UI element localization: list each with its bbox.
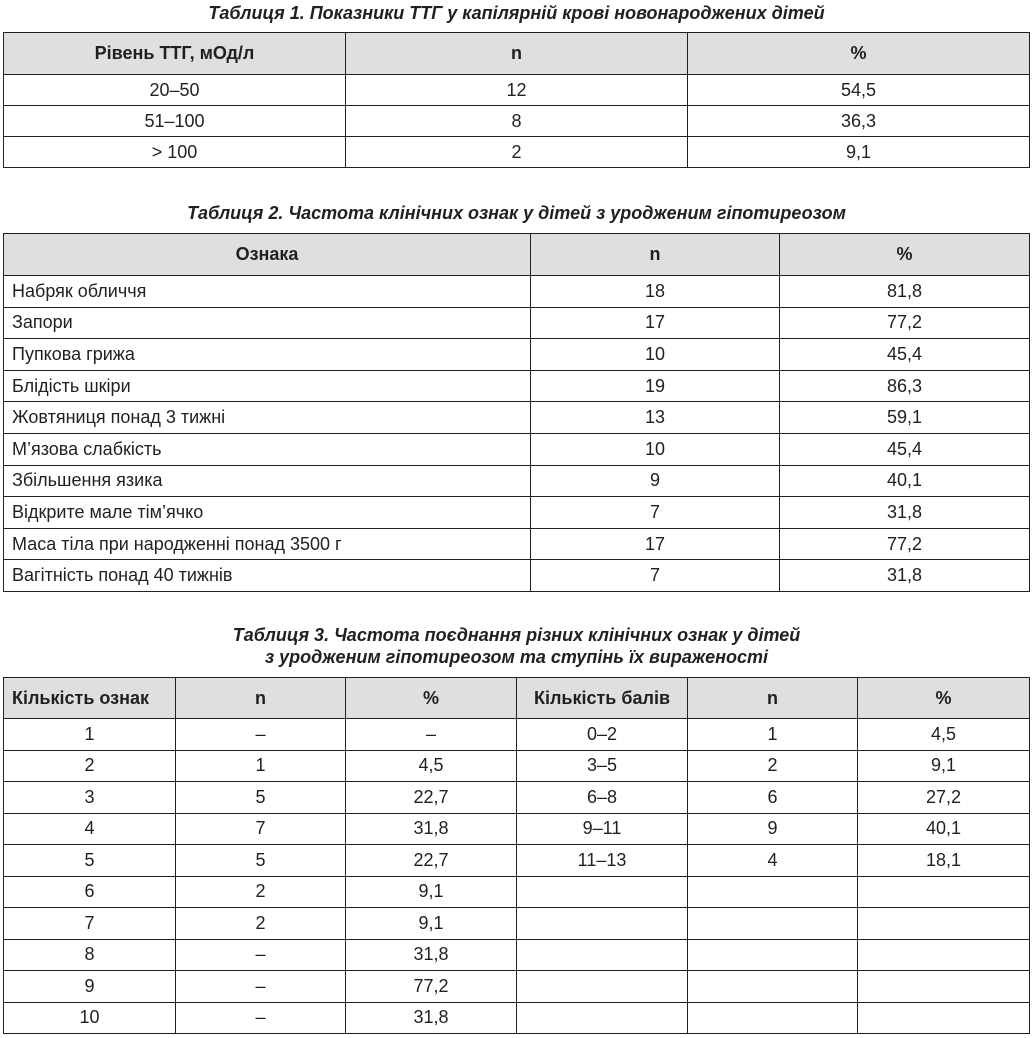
table-cell: 1: [176, 750, 346, 782]
table3-header-row: [4, 678, 1030, 719]
table-cell: 45,4: [780, 433, 1030, 465]
table-row: [4, 276, 1030, 308]
table-cell: 10: [531, 339, 780, 371]
table-cell: 1: [4, 719, 176, 751]
table-row: [4, 497, 1030, 529]
table-cell: 12: [346, 75, 688, 106]
table-cell: 17: [531, 528, 780, 560]
column-header: %: [858, 678, 1030, 719]
table-cell: [517, 1002, 688, 1034]
table-cell: 22,7: [346, 845, 517, 877]
table-cell: 2: [4, 750, 176, 782]
table-cell: 5: [4, 845, 176, 877]
table-cell: 5: [176, 845, 346, 877]
table-row: [4, 307, 1030, 339]
table3-caption-line1: Таблиця 3. Частота поєднання різних клінічних ознак у дітей: [232, 625, 801, 645]
table-cell: Пупкова грижа: [4, 339, 531, 371]
table-cell: 3–5: [517, 750, 688, 782]
table-cell: 22,7: [346, 782, 517, 814]
table-cell: 6–8: [517, 782, 688, 814]
table-row: [4, 782, 1030, 814]
table-cell: [517, 908, 688, 940]
table-cell: 31,8: [780, 497, 1030, 529]
column-header: Кількість ознак: [4, 678, 176, 719]
table-cell: 8: [346, 106, 688, 137]
table-cell: Збільшення язика: [4, 465, 531, 497]
table-row: [4, 750, 1030, 782]
table-cell: 10: [531, 433, 780, 465]
table-cell: 7: [531, 560, 780, 592]
table-cell: 2: [176, 876, 346, 908]
table-cell: 6: [4, 876, 176, 908]
table-cell: 40,1: [780, 465, 1030, 497]
table-cell: 40,1: [858, 813, 1030, 845]
table-cell: 9–11: [517, 813, 688, 845]
table-cell: 31,8: [346, 1002, 517, 1034]
table-cell: > 100: [4, 137, 346, 168]
table-cell: [688, 939, 858, 971]
table-cell: 9: [688, 813, 858, 845]
table-cell: 86,3: [780, 370, 1030, 402]
table-cell: [688, 1002, 858, 1034]
column-header: n: [346, 33, 688, 75]
table-cell: 17: [531, 307, 780, 339]
table-cell: 36,3: [688, 106, 1030, 137]
table-cell: [517, 876, 688, 908]
table-cell: [517, 939, 688, 971]
column-header: n: [531, 234, 780, 276]
table-cell: 7: [4, 908, 176, 940]
table-cell: 20–50: [4, 75, 346, 106]
table-cell: [858, 1002, 1030, 1034]
table-row: [4, 876, 1030, 908]
table-cell: 2: [176, 908, 346, 940]
table-cell: Вагітність понад 40 тижнів: [4, 560, 531, 592]
table-cell: Запори: [4, 307, 531, 339]
table-row: [4, 560, 1030, 592]
table-row: [4, 845, 1030, 877]
table-cell: 54,5: [688, 75, 1030, 106]
table-cell: –: [176, 971, 346, 1003]
table-cell: 27,2: [858, 782, 1030, 814]
table-cell: 9,1: [346, 876, 517, 908]
table-cell: –: [176, 1002, 346, 1034]
table2-caption: Таблиця 2. Частота клінічних ознак у дітей з уродженим гіпотиреозом: [187, 203, 846, 223]
table1-header-row: [4, 33, 1030, 75]
table-row: [4, 433, 1030, 465]
table-cell: 4: [4, 813, 176, 845]
table-row: [4, 528, 1030, 560]
table-cell: [688, 876, 858, 908]
table-cell: 2: [346, 137, 688, 168]
table-cell: 6: [688, 782, 858, 814]
table-cell: 1: [688, 719, 858, 751]
table-cell: [858, 971, 1030, 1003]
table-cell: 8: [4, 939, 176, 971]
table1-ttg-levels: [3, 32, 1030, 168]
table-cell: 9,1: [858, 750, 1030, 782]
table-row: [4, 813, 1030, 845]
table-row: [4, 939, 1030, 971]
table-row: [4, 339, 1030, 371]
table-cell: 7: [531, 497, 780, 529]
table-cell: Маса тіла при народженні понад 3500 г: [4, 528, 531, 560]
table-cell: 9,1: [346, 908, 517, 940]
table-cell: 31,8: [346, 939, 517, 971]
table1-caption: Таблиця 1. Показники ТТГ у капілярній крові новонароджених дітей: [208, 3, 825, 23]
table-cell: М’язова слабкість: [4, 433, 531, 465]
table-cell: 31,8: [780, 560, 1030, 592]
table-cell: –: [176, 939, 346, 971]
table-row: [4, 719, 1030, 751]
table-row: [4, 908, 1030, 940]
table-cell: 77,2: [780, 528, 1030, 560]
table-cell: 18,1: [858, 845, 1030, 877]
table3-sign-combinations: [3, 677, 1030, 1034]
table-cell: 5: [176, 782, 346, 814]
table-cell: 31,8: [346, 813, 517, 845]
table-cell: 9: [4, 971, 176, 1003]
column-header: Кількість балів: [517, 678, 688, 719]
table-row: [4, 1002, 1030, 1034]
table-cell: 18: [531, 276, 780, 308]
table-cell: Відкрите мале тім’ячко: [4, 497, 531, 529]
column-header: %: [780, 234, 1030, 276]
table-cell: 13: [531, 402, 780, 434]
table-cell: 9: [531, 465, 780, 497]
table-row: [4, 971, 1030, 1003]
table-cell: 2: [688, 750, 858, 782]
table-cell: 4: [688, 845, 858, 877]
column-header: Ознака: [4, 234, 531, 276]
table-cell: [688, 971, 858, 1003]
table-cell: 4,5: [858, 719, 1030, 751]
table-row: [4, 137, 1030, 168]
table-cell: [858, 876, 1030, 908]
table-cell: Жовтяниця понад 3 тижні: [4, 402, 531, 434]
table-cell: 59,1: [780, 402, 1030, 434]
table-cell: 7: [176, 813, 346, 845]
table-cell: 9,1: [688, 137, 1030, 168]
column-header: %: [688, 33, 1030, 75]
table-cell: Блідість шкіри: [4, 370, 531, 402]
column-header: n: [176, 678, 346, 719]
table-row: [4, 370, 1030, 402]
table-cell: 0–2: [517, 719, 688, 751]
table2-header-row: [4, 234, 1030, 276]
table3-caption-line2: з уродженим гіпотиреозом та ступінь їх вираженості: [264, 647, 769, 667]
column-header: n: [688, 678, 858, 719]
table-cell: 4,5: [346, 750, 517, 782]
table-cell: –: [346, 719, 517, 751]
table-row: [4, 106, 1030, 137]
table-cell: 19: [531, 370, 780, 402]
table-cell: –: [176, 719, 346, 751]
column-header: %: [346, 678, 517, 719]
table-cell: 45,4: [780, 339, 1030, 371]
table-row: [4, 465, 1030, 497]
table-cell: [858, 939, 1030, 971]
table-cell: 10: [4, 1002, 176, 1034]
table-row: [4, 402, 1030, 434]
table-cell: 3: [4, 782, 176, 814]
table-cell: [517, 971, 688, 1003]
table2-clinical-signs: [3, 233, 1030, 592]
table-cell: 51–100: [4, 106, 346, 137]
table-cell: Набряк обличчя: [4, 276, 531, 308]
table-cell: 11–13: [517, 845, 688, 877]
table-cell: [688, 908, 858, 940]
table-cell: 77,2: [780, 307, 1030, 339]
table-cell: 77,2: [346, 971, 517, 1003]
table-cell: 81,8: [780, 276, 1030, 308]
column-header: Рівень ТТГ, мОд/л: [4, 33, 346, 75]
table-row: [4, 75, 1030, 106]
table-cell: [858, 908, 1030, 940]
